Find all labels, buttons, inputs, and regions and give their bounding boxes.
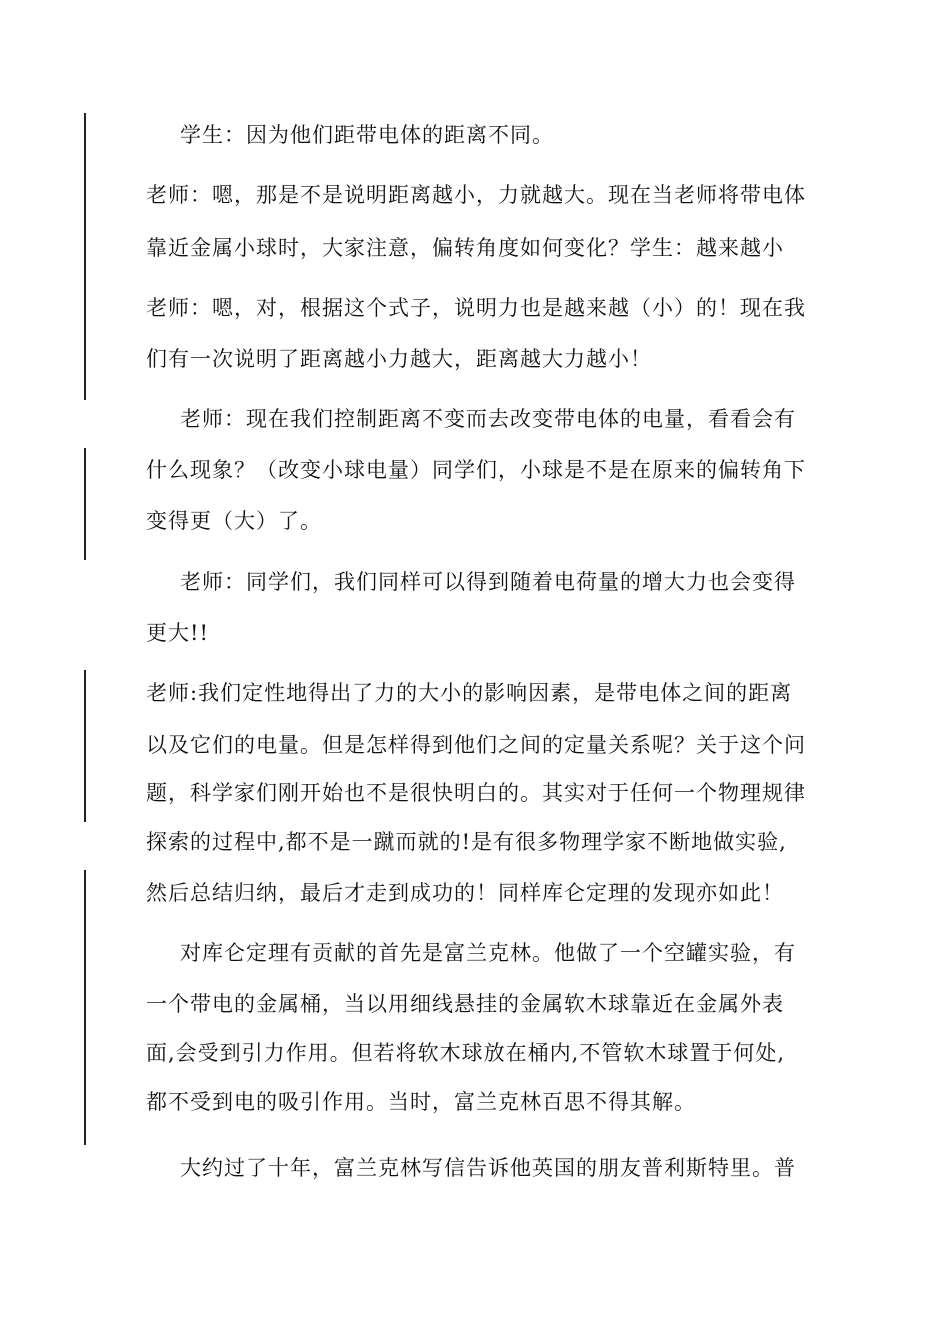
- paragraph-line: 都不受到电的吸引作用。当时，富兰克林百思不得其解。: [146, 1090, 696, 1114]
- paragraph-line: 面,会受到引力作用。但若将软木球放在桶内,不管软木球置于何处,: [146, 1041, 786, 1065]
- paragraph-line: 老师：现在我们控制距离不变而去改变带电体的电量，看看会有: [180, 407, 796, 431]
- paragraph-line: 老师:我们定性地得出了力的大小的影响因素，是带电体之间的距离: [146, 681, 793, 705]
- paragraph-line: 老师：嗯，对，根据这个式子，说明力也是越来越（小）的！现在我: [146, 296, 806, 320]
- paragraph-line: 更大!!: [146, 621, 209, 645]
- paragraph-line: 什么现象？（改变小球电量）同学们，小球是不是在原来的偏转角下: [146, 458, 806, 482]
- paragraph-line: 探索的过程中,都不是一蹴而就的!是有很多物理学家不断地做实验,: [146, 830, 787, 854]
- paragraph-line: 们有一次说明了距离越小力越大，距离越大力越小！: [146, 347, 652, 371]
- paragraph-line: 靠近金属小球时，大家注意，偏转角度如何变化？学生：越来越小: [146, 236, 784, 260]
- change-bar: [84, 670, 86, 822]
- paragraph-line: 以及它们的电量。但是怎样得到他们之间的定量关系呢？关于这个问: [146, 733, 806, 757]
- paragraph-line: 然后总结归纳，最后才走到成功的！同样库仑定理的发现亦如此！: [146, 881, 784, 905]
- paragraph-line: 对库仑定理有贡献的首先是富兰克林。他做了一个空罐实验，有: [180, 941, 796, 965]
- paragraph-line: 变得更（大）了。: [146, 509, 322, 533]
- paragraph-line: 老师：同学们，我们同样可以得到随着电荷量的增大力也会变得: [180, 570, 796, 594]
- paragraph-line: 一个带电的金属桶，当以用细线悬挂的金属软木球靠近在金属外表: [146, 992, 784, 1016]
- change-bar: [84, 870, 86, 1145]
- paragraph-line: 题，科学家们刚开始也不是很快明白的。其实对于任何一个物理规律: [146, 781, 806, 805]
- paragraph-line: 老师：嗯，那是不是说明距离越小，力就越大。现在当老师将带电体: [146, 183, 806, 207]
- paragraph-line: 大约过了十年，富兰克林写信告诉他英国的朋友普利斯特里。普: [180, 1156, 796, 1180]
- change-bar: [84, 113, 86, 400]
- paragraph-line: 学生：因为他们距带电体的距离不同。: [180, 123, 554, 147]
- change-bar: [84, 448, 86, 560]
